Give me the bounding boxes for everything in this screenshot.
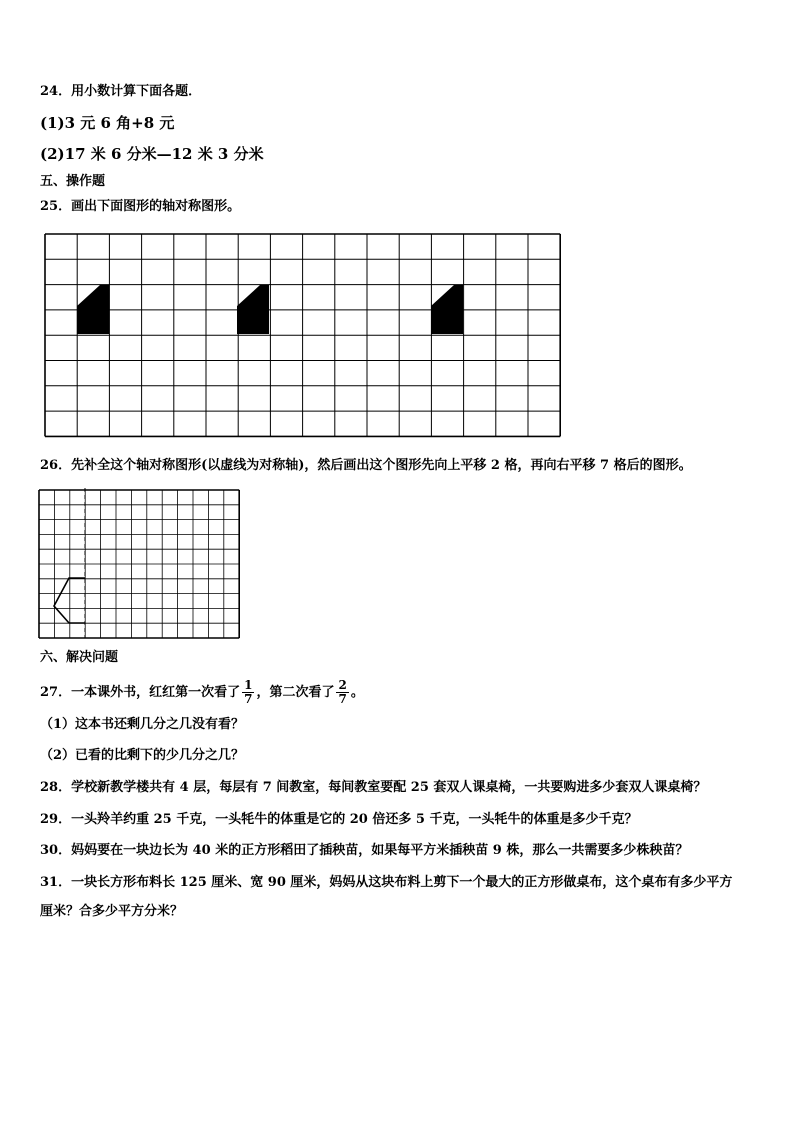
q27-fraction-2-den: 7 bbox=[338, 692, 347, 706]
q25-grid bbox=[40, 228, 570, 440]
q27-fraction-2-num: 2 bbox=[338, 678, 347, 692]
section-6-heading: 六、解决问题 bbox=[40, 650, 119, 665]
q24-part2: (2)17 米 6 分米—12 米 3 分米 bbox=[40, 145, 264, 163]
q31-line1: 31．一块长方形布料长 125 厘米、宽 90 厘米，妈妈从这块布料上剪下一个最大的正方形做桌布，这个桌布有多少平方 bbox=[40, 875, 733, 890]
q27-fraction-1-num: 1 bbox=[244, 678, 253, 692]
q27-text-post: 。 bbox=[350, 685, 364, 700]
q24-title: 24．用小数计算下面各题． bbox=[40, 84, 202, 99]
q25-title: 25．画出下面图形的轴对称图形。 bbox=[40, 199, 241, 214]
q27-fraction-2 bbox=[336, 679, 348, 706]
q30: 30．妈妈要在一块边长为 40 米的正方形稻田了插秧苗，如果每平方米插秧苗 9 株，那么一共需要多少株秧苗？ bbox=[40, 843, 689, 858]
q27-title bbox=[40, 679, 364, 706]
q29: 29．一头羚羊约重 25 千克，一头牦牛的体重是它的 20 倍还多 5 千克，一头牦牛的体重是多少千克？ bbox=[40, 812, 638, 827]
q27-fraction-1 bbox=[242, 679, 254, 706]
section-5-heading: 五、操作题 bbox=[40, 174, 106, 189]
q27-text-mid: ，第二次看了 bbox=[256, 685, 335, 700]
q27-fraction-1-den: 7 bbox=[244, 692, 253, 706]
q25-shape-1 bbox=[77, 285, 109, 334]
q26-grid bbox=[37, 488, 245, 640]
q27-sub2: （2）已看的比剩下的少几分之几？ bbox=[40, 748, 245, 763]
q25-shape-3 bbox=[431, 285, 463, 334]
q31-line2: 厘米？合多少平方分米？ bbox=[40, 904, 184, 919]
q25-shape-2 bbox=[237, 285, 269, 334]
q27-sub1: （1）这本书还剩几分之几没有看？ bbox=[40, 717, 245, 732]
q27-text-pre: 27．一本课外书，红红第一次看了 bbox=[40, 685, 241, 700]
q26-title: 26．先补全这个轴对称图形(以虚线为对称轴)，然后画出这个图形先向上平移 2 格，再向右平移 7 格后的图形。 bbox=[40, 458, 692, 473]
q28: 28．学校新教学楼共有 4 层，每层有 7 间教室，每间教室要配 25 套双人课桌椅，一共要购进多少套双人课桌椅？ bbox=[40, 780, 707, 795]
q24-part1: (1)3 元 6 角+8 元 bbox=[40, 114, 175, 132]
